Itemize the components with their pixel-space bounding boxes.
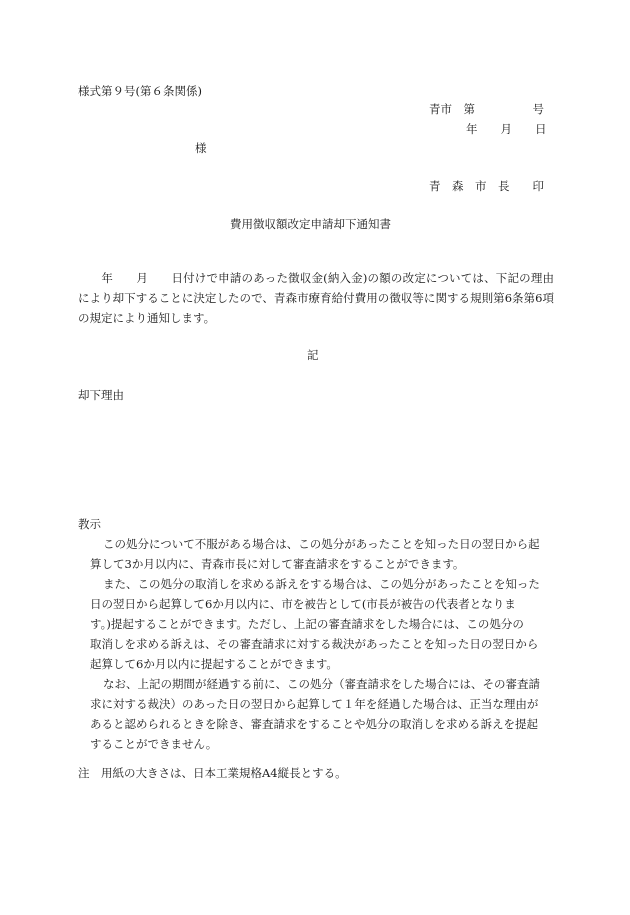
issuer-name: 青 森 市 長 印 <box>429 179 544 193</box>
form-number: 様式第９号(第６条関係) <box>78 84 202 98</box>
kyoji-line: また、この処分の取消しを求める訴えをする場合は、この処分があったことを知った <box>103 577 540 591</box>
rejection-reason-label: 却下理由 <box>78 388 124 402</box>
kyoji-label: 教示 <box>78 517 101 531</box>
issue-date: 年 月 日 <box>466 122 547 136</box>
addressee-suffix: 様 <box>195 141 207 155</box>
kyoji-line: この処分について不服がある場合は、この処分があったことを知った日の翌日から起 <box>103 537 540 551</box>
kyoji-line: 起算して6か月以内に提起することができます。 <box>90 657 338 671</box>
kyoji-line: することができません。 <box>90 737 218 751</box>
kyoji-line: 取消しを求める訴えは、その審査請求に対する裁決があったことを知った日の翌日から <box>90 637 539 651</box>
kyoji-line: す。)提起することができます。ただし、上記の審査請求をした場合には、この処分の <box>90 617 524 631</box>
body-paragraph: 年 月 日付けで申請のあった徴収金(納入金)の額の改定については、下記の理由により却下することに決定したので、青森市療育給付費用の徴収等に関する規則第6条第6項の規定により通知します。 <box>78 271 554 325</box>
document-number: 青市 第 号 <box>429 102 544 116</box>
paper-size-note: 注 用紙の大きさは、日本工業規格A4縦長とする。 <box>78 766 347 780</box>
kyoji-line: 求に対する裁決）のあった日の翌日から起算して１年を経過した場合は、正当な理由が <box>90 697 539 711</box>
kyoji-line: あると認められるときを除き、審査請求をすることや処分の取消しを求める訴えを提起 <box>90 717 539 731</box>
document-title: 費用徴収額改定申請却下通知書 <box>230 217 391 231</box>
ki-marker: 記 <box>307 348 319 362</box>
kyoji-line: なお、上記の期間が経過する前に、この処分（審査請求をした場合には、その審査請 <box>103 677 540 691</box>
kyoji-line: 日の翌日から起算して6か月以内に、市を被告として(市長が被告の代表者となりま <box>90 597 516 611</box>
kyoji-line: 算して3か月以内に、青森市長に対して審査請求をすることができます。 <box>90 557 465 571</box>
